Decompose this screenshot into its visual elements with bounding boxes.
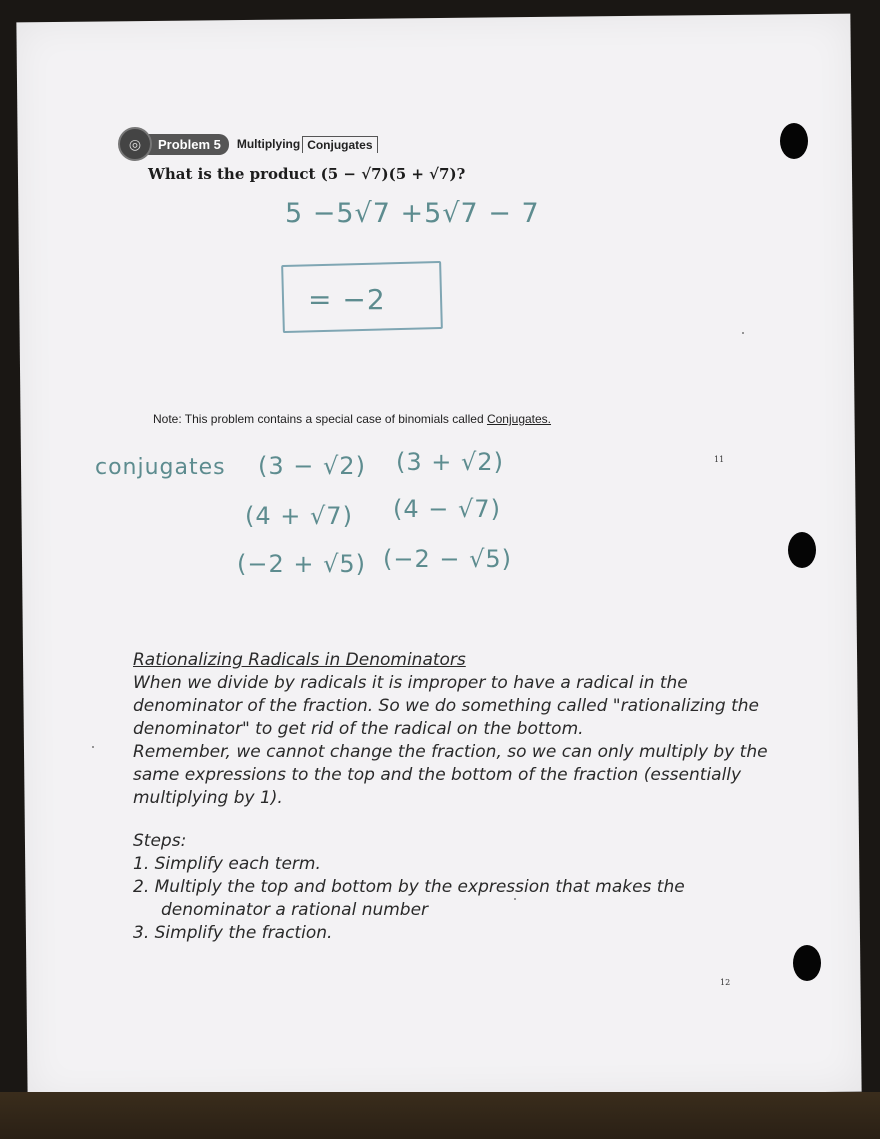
handwritten-answer: = −2 <box>308 283 386 316</box>
step-item: 2. Multiply the top and bottom by the expression that makes the denominator a rational number <box>133 877 685 920</box>
handwritten-expansion: 5 −5√7 +5√7 − 7 <box>285 198 540 229</box>
conjugate-pair-3b: (−2 − √5) <box>383 545 513 573</box>
problem-title-boxed: Conjugates <box>302 136 377 153</box>
scan-speck <box>742 332 744 334</box>
rationalizing-section <box>133 650 773 945</box>
note-prefix: Note: This problem contains a special case of binomials called <box>153 412 484 426</box>
conjugate-pair-1a: (3 − √2) <box>258 452 366 480</box>
section-paragraph: When we divide by radicals it is improper to have a radical in the denominator of the fraction. So we do something called "rationalizing the denominator" to get rid of the radical on the bottom. <box>133 673 759 739</box>
conjugate-pair-3a: (−2 + √5) <box>237 550 367 578</box>
problem-title: Multiplying <box>236 137 301 151</box>
step-item: 3. Simplify the fraction. <box>133 923 333 943</box>
section-paragraph: Remember, we cannot change the fraction, so we can only multiply by the same expressions to the top and the bottom of the fraction (essentially multiplying by 1). <box>133 742 768 808</box>
problem-question: What is the product (5 − √7)(5 + √7)? <box>148 165 466 183</box>
problem-badge: Problem 5 <box>146 134 229 155</box>
scanner-bottom-edge <box>0 1092 880 1139</box>
conjugate-pair-2a: (4 + √7) <box>245 502 353 530</box>
conjugate-pair-2b: (4 − √7) <box>393 495 501 523</box>
note-text <box>153 412 551 426</box>
scan-speck <box>92 746 94 748</box>
steps-list <box>133 853 773 945</box>
problem-header <box>118 127 378 161</box>
conjugates-label: conjugates <box>95 455 226 480</box>
page-number: 11 <box>714 455 725 464</box>
punch-hole-icon <box>788 532 816 568</box>
step-item: 1. Simplify each term. <box>133 854 321 874</box>
punch-hole-icon <box>780 123 808 159</box>
conjugate-pair-1b: (3 + √2) <box>396 448 504 476</box>
section-title: Rationalizing Radicals in Denominators <box>133 650 466 670</box>
page-number: 12 <box>720 978 731 987</box>
punch-hole-icon <box>793 945 821 981</box>
scan-speck <box>514 898 516 900</box>
note-term: Conjugates. <box>486 412 552 426</box>
spiral-icon: ◎ <box>118 127 152 161</box>
steps-title: Steps: <box>133 831 187 851</box>
